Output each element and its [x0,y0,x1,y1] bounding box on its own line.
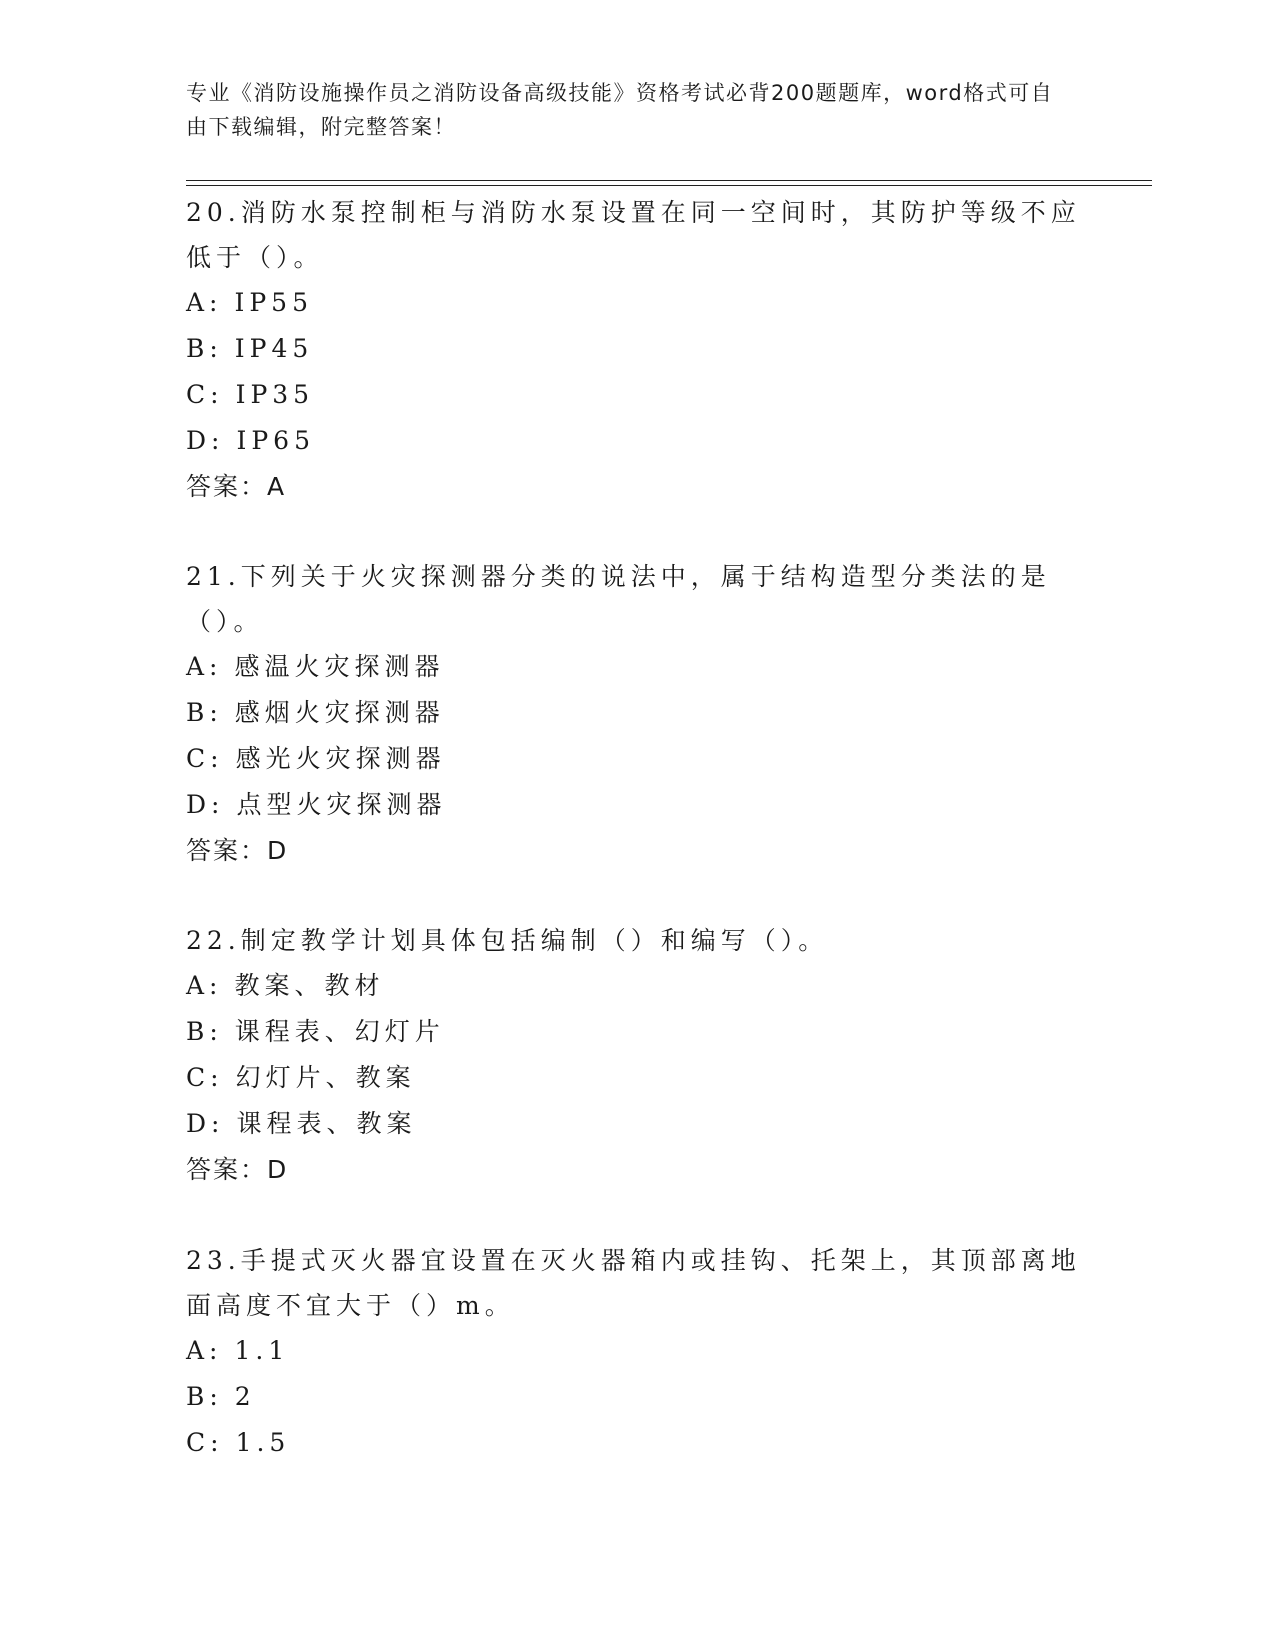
option-letter: A: [186,971,223,1000]
question-stem: 21.下列关于火灾探测器分类的说法中，属于结构造型分类法的是（）。 [186,562,1051,636]
question-stem: 23.手提式灭火器宜设置在灭火器箱内或挂钩、托架上，其顶部离地面高度不宜大于（）m。 [186,1246,1081,1320]
option-letter: D: [186,1109,225,1138]
option-text: IP45 [234,334,314,363]
option-letter: B: [186,1017,223,1046]
option-text: 感烟火灾探测器 [234,698,445,727]
document-header: 专业《消防设施操作员之消防设备高级技能》资格考试必背200题题库，word格式可自由下载编辑，附完整答案！ [186,81,1054,139]
option-text: 感光火灾探测器 [235,744,446,773]
option-text: 1.5 [235,1428,291,1457]
option-a [186,963,1086,1009]
option-letter: C: [186,1428,224,1457]
option-letter: A: [186,288,223,317]
question-21 [186,554,1086,874]
answer-line: 答案：D [186,1155,289,1184]
header-divider-bottom [186,185,1152,186]
option-letter: C: [186,744,224,773]
option-a [186,644,1086,690]
option-b [186,326,1086,372]
option-a [186,1328,1086,1374]
option-letter: D: [186,426,225,455]
question-22 [186,918,1086,1193]
option-text: 感温火灾探测器 [234,652,445,681]
option-text: 课程表、幻灯片 [234,1017,445,1046]
option-b [186,690,1086,736]
option-letter: A: [186,1336,223,1365]
option-c [186,736,1086,782]
option-text: 幻灯片、教案 [235,1063,416,1092]
option-b [186,1374,1086,1420]
option-text: IP35 [235,380,315,409]
option-c [186,372,1086,418]
option-b [186,1009,1086,1055]
option-d [186,782,1086,828]
option-letter: C: [186,1063,224,1092]
question-20 [186,190,1086,510]
option-d [186,1101,1086,1147]
option-c [186,1055,1086,1101]
option-letter: B: [186,698,223,727]
option-text: 教案、教材 [234,971,385,1000]
question-stem: 22.制定教学计划具体包括编制（）和编写（）。 [186,926,829,955]
option-text: 1.1 [234,1336,290,1365]
option-letter: A: [186,652,223,681]
option-letter: C: [186,380,224,409]
option-letter: D: [186,790,225,819]
option-d [186,418,1086,464]
option-text: IP55 [234,288,313,317]
answer-line: 答案：A [186,472,287,501]
question-stem: 20.消防水泵控制柜与消防水泵设置在同一空间时，其防护等级不应低于（）。 [186,198,1081,272]
answer-line: 答案：D [186,836,289,865]
option-letter: B: [186,1382,223,1411]
option-letter: B: [186,334,223,363]
option-text: 2 [234,1382,256,1411]
option-c [186,1420,1086,1466]
option-text: 课程表、教案 [236,1109,417,1138]
question-23 [186,1238,1086,1466]
option-a [186,280,1086,326]
option-text: IP65 [236,426,315,455]
option-text: 点型火灾探测器 [236,790,447,819]
header-divider-top [186,180,1152,181]
